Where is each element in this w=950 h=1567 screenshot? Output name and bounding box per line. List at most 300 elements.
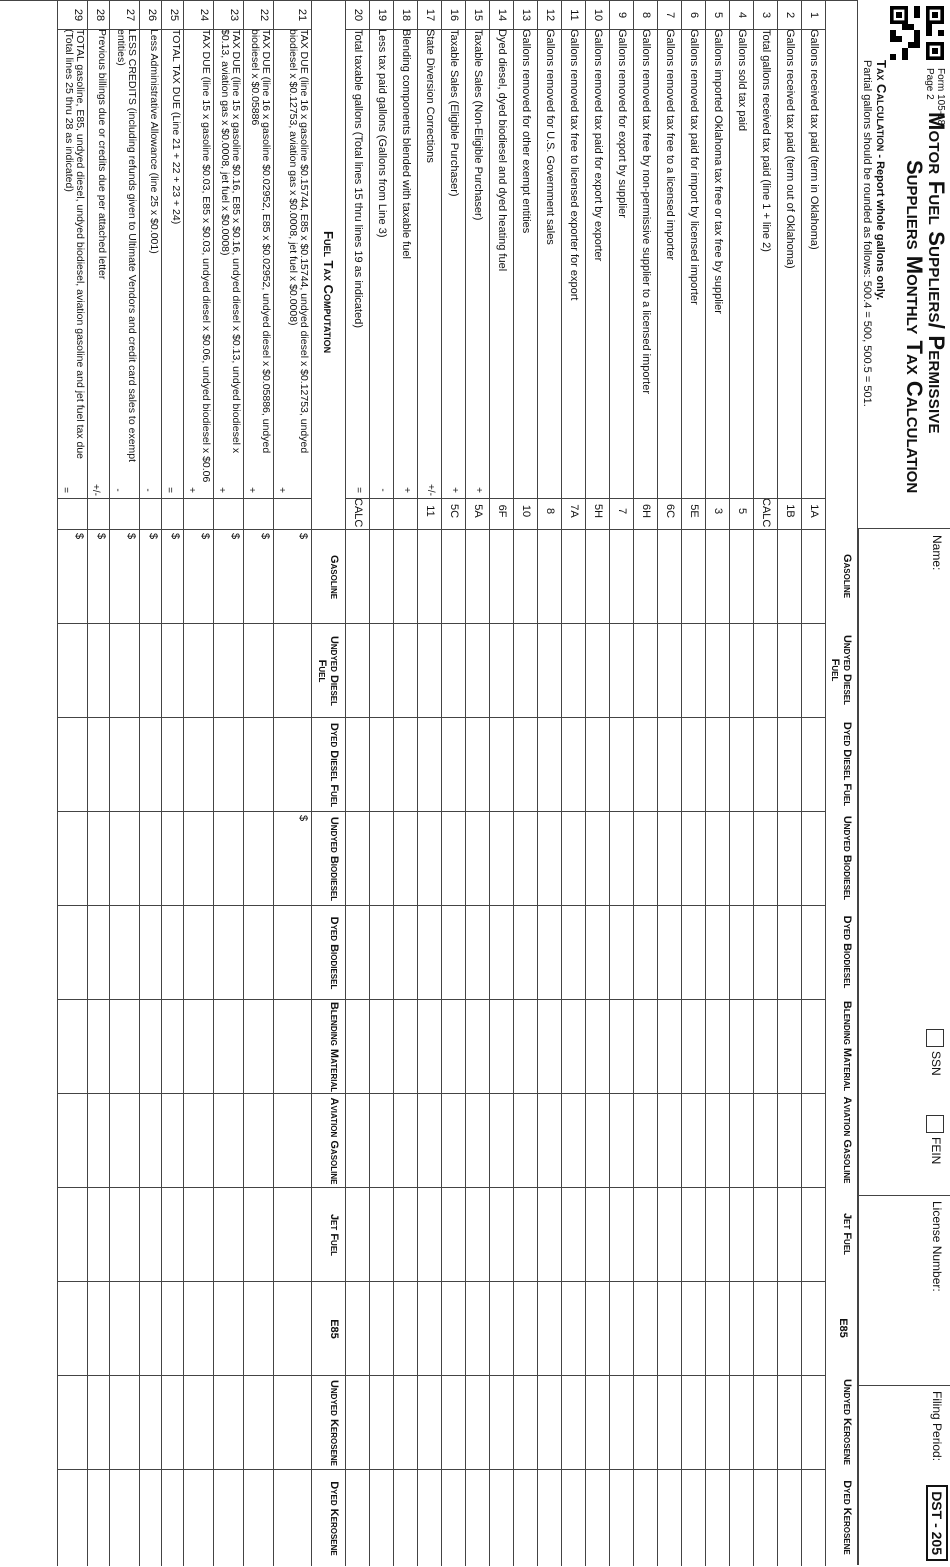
gallons-cell-0-8[interactable]	[802, 1281, 825, 1375]
gallons-cell-17-5[interactable]	[394, 999, 417, 1093]
gallons-cell-15-10[interactable]	[442, 1469, 465, 1566]
gallons-cell-13-5[interactable]	[490, 999, 513, 1093]
gallons-cell-18-10[interactable]	[370, 1469, 393, 1566]
gallons-cell-9-2[interactable]	[586, 717, 609, 811]
tax-cell-3-10[interactable]	[184, 1469, 213, 1566]
gallons-cell-18-7[interactable]	[370, 1187, 393, 1281]
gallons-cell-17-8[interactable]	[394, 1281, 417, 1375]
gallons-cell-14-5[interactable]	[466, 999, 489, 1093]
tax-cell-2-10[interactable]	[214, 1469, 243, 1566]
gallons-cell-8-1[interactable]	[610, 623, 633, 717]
tax-cell-1-8[interactable]	[244, 1281, 273, 1375]
tax-cell-7-2[interactable]	[88, 717, 109, 811]
gallons-cell-18-9[interactable]	[370, 1375, 393, 1469]
gallons-cell-7-7[interactable]	[634, 1187, 657, 1281]
gallons-cell-19-2[interactable]	[346, 717, 369, 811]
tax-cell-6-4[interactable]	[110, 905, 139, 999]
gallons-cell-14-1[interactable]	[466, 623, 489, 717]
tax-cell-7-8[interactable]	[88, 1281, 109, 1375]
gallons-cell-11-0[interactable]	[538, 529, 561, 623]
gallons-cell-6-10[interactable]	[658, 1469, 681, 1566]
gallons-cell-1-9[interactable]	[778, 1375, 801, 1469]
gallons-cell-19-7[interactable]	[346, 1187, 369, 1281]
gallons-cell-13-4[interactable]	[490, 905, 513, 999]
gallons-cell-18-4[interactable]	[370, 905, 393, 999]
gallons-cell-4-5[interactable]	[706, 999, 729, 1093]
gallons-cell-6-2[interactable]	[658, 717, 681, 811]
tax-cell-8-10[interactable]	[58, 1469, 87, 1566]
gallons-cell-4-7[interactable]	[706, 1187, 729, 1281]
gallons-cell-6-6[interactable]	[658, 1093, 681, 1187]
gallons-cell-17-10[interactable]	[394, 1469, 417, 1566]
gallons-cell-3-10[interactable]	[730, 1469, 753, 1566]
gallons-cell-2-6[interactable]	[754, 1093, 777, 1187]
gallons-cell-6-3[interactable]	[658, 811, 681, 905]
tax-cell-6-5[interactable]	[110, 999, 139, 1093]
tax-cell-4-3[interactable]	[162, 811, 183, 905]
gallons-cell-18-2[interactable]	[370, 717, 393, 811]
gallons-cell-14-6[interactable]	[466, 1093, 489, 1187]
gallons-cell-7-2[interactable]	[634, 717, 657, 811]
tax-cell-0-3[interactable]	[274, 811, 311, 905]
gallons-cell-2-0[interactable]	[754, 529, 777, 623]
gallons-cell-5-0[interactable]	[682, 529, 705, 623]
tax-cell-1-0[interactable]	[244, 529, 273, 623]
tax-cell-4-1[interactable]	[162, 623, 183, 717]
tax-cell-5-3[interactable]	[140, 811, 161, 905]
gallons-cell-1-1[interactable]	[778, 623, 801, 717]
gallons-cell-9-8[interactable]	[586, 1281, 609, 1375]
gallons-cell-3-3[interactable]	[730, 811, 753, 905]
gallons-cell-14-9[interactable]	[466, 1375, 489, 1469]
tax-cell-6-10[interactable]	[110, 1469, 139, 1566]
tax-cell-3-2[interactable]	[184, 717, 213, 811]
gallons-cell-3-9[interactable]	[730, 1375, 753, 1469]
tax-cell-0-5[interactable]	[274, 999, 311, 1093]
gallons-cell-10-0[interactable]	[562, 529, 585, 623]
tax-cell-2-6[interactable]	[214, 1093, 243, 1187]
gallons-cell-4-8[interactable]	[706, 1281, 729, 1375]
gallons-cell-15-7[interactable]	[442, 1187, 465, 1281]
tax-cell-1-1[interactable]	[244, 623, 273, 717]
tax-cell-0-0[interactable]	[274, 529, 311, 623]
gallons-cell-9-0[interactable]	[586, 529, 609, 623]
gallons-cell-7-9[interactable]	[634, 1375, 657, 1469]
gallons-cell-1-4[interactable]	[778, 905, 801, 999]
gallons-cell-5-3[interactable]	[682, 811, 705, 905]
gallons-cell-1-6[interactable]	[778, 1093, 801, 1187]
gallons-cell-8-8[interactable]	[610, 1281, 633, 1375]
gallons-cell-11-3[interactable]	[538, 811, 561, 905]
gallons-cell-7-10[interactable]	[634, 1469, 657, 1566]
gallons-cell-12-1[interactable]	[514, 623, 537, 717]
tax-cell-0-6[interactable]	[274, 1093, 311, 1187]
gallons-cell-15-5[interactable]	[442, 999, 465, 1093]
tax-cell-8-3[interactable]	[58, 811, 87, 905]
gallons-cell-19-10[interactable]	[346, 1469, 369, 1566]
gallons-cell-4-3[interactable]	[706, 811, 729, 905]
gallons-cell-10-9[interactable]	[562, 1375, 585, 1469]
gallons-cell-6-9[interactable]	[658, 1375, 681, 1469]
gallons-cell-6-5[interactable]	[658, 999, 681, 1093]
tax-cell-0-10[interactable]	[274, 1469, 311, 1566]
gallons-cell-9-9[interactable]	[586, 1375, 609, 1469]
tax-cell-0-2[interactable]	[274, 717, 311, 811]
gallons-cell-15-2[interactable]	[442, 717, 465, 811]
gallons-cell-0-9[interactable]	[802, 1375, 825, 1469]
gallons-cell-10-8[interactable]	[562, 1281, 585, 1375]
gallons-cell-17-4[interactable]	[394, 905, 417, 999]
tax-cell-5-0[interactable]	[140, 529, 161, 623]
gallons-cell-12-8[interactable]	[514, 1281, 537, 1375]
gallons-cell-15-9[interactable]	[442, 1375, 465, 1469]
tax-cell-4-5[interactable]	[162, 999, 183, 1093]
tax-cell-6-6[interactable]	[110, 1093, 139, 1187]
tax-cell-5-10[interactable]	[140, 1469, 161, 1566]
gallons-cell-19-8[interactable]	[346, 1281, 369, 1375]
gallons-cell-16-5[interactable]	[418, 999, 441, 1093]
gallons-cell-12-9[interactable]	[514, 1375, 537, 1469]
gallons-cell-5-8[interactable]	[682, 1281, 705, 1375]
gallons-cell-6-1[interactable]	[658, 623, 681, 717]
gallons-cell-0-4[interactable]	[802, 905, 825, 999]
gallons-cell-13-0[interactable]	[490, 529, 513, 623]
gallons-cell-19-6[interactable]	[346, 1093, 369, 1187]
tax-cell-6-0[interactable]	[110, 529, 139, 623]
gallons-cell-6-4[interactable]	[658, 905, 681, 999]
tax-cell-1-9[interactable]	[244, 1375, 273, 1469]
gallons-cell-4-2[interactable]	[706, 717, 729, 811]
gallons-cell-10-6[interactable]	[562, 1093, 585, 1187]
gallons-cell-5-7[interactable]	[682, 1187, 705, 1281]
gallons-cell-18-6[interactable]	[370, 1093, 393, 1187]
gallons-cell-1-0[interactable]	[778, 529, 801, 623]
gallons-cell-14-4[interactable]	[466, 905, 489, 999]
gallons-cell-3-5[interactable]	[730, 999, 753, 1093]
tax-cell-2-0[interactable]	[214, 529, 243, 623]
tax-cell-1-3[interactable]	[244, 811, 273, 905]
tax-cell-3-7[interactable]	[184, 1187, 213, 1281]
gallons-cell-13-6[interactable]	[490, 1093, 513, 1187]
gallons-cell-9-1[interactable]	[586, 623, 609, 717]
gallons-cell-8-6[interactable]	[610, 1093, 633, 1187]
tax-cell-3-5[interactable]	[184, 999, 213, 1093]
gallons-cell-15-4[interactable]	[442, 905, 465, 999]
tax-cell-2-9[interactable]	[214, 1375, 243, 1469]
gallons-cell-11-1[interactable]	[538, 623, 561, 717]
gallons-cell-19-3[interactable]	[346, 811, 369, 905]
gallons-cell-10-4[interactable]	[562, 905, 585, 999]
gallons-cell-19-1[interactable]	[346, 623, 369, 717]
gallons-cell-16-9[interactable]	[418, 1375, 441, 1469]
gallons-cell-16-8[interactable]	[418, 1281, 441, 1375]
gallons-cell-2-4[interactable]	[754, 905, 777, 999]
gallons-cell-10-1[interactable]	[562, 623, 585, 717]
tax-cell-2-8[interactable]	[214, 1281, 243, 1375]
gallons-cell-8-4[interactable]	[610, 905, 633, 999]
tax-cell-1-2[interactable]	[244, 717, 273, 811]
gallons-cell-2-5[interactable]	[754, 999, 777, 1093]
tax-cell-2-3[interactable]	[214, 811, 243, 905]
gallons-cell-14-3[interactable]	[466, 811, 489, 905]
gallons-cell-4-0[interactable]	[706, 529, 729, 623]
tax-cell-1-4[interactable]	[244, 905, 273, 999]
gallons-cell-13-3[interactable]	[490, 811, 513, 905]
tax-cell-8-7[interactable]	[58, 1187, 87, 1281]
gallons-cell-12-3[interactable]	[514, 811, 537, 905]
tax-cell-7-3[interactable]	[88, 811, 109, 905]
tax-cell-8-0[interactable]	[58, 529, 87, 623]
tax-cell-3-8[interactable]	[184, 1281, 213, 1375]
gallons-cell-15-8[interactable]	[442, 1281, 465, 1375]
tax-cell-4-10[interactable]	[162, 1469, 183, 1566]
gallons-cell-16-2[interactable]	[418, 717, 441, 811]
gallons-cell-7-6[interactable]	[634, 1093, 657, 1187]
gallons-cell-5-4[interactable]	[682, 905, 705, 999]
gallons-cell-8-2[interactable]	[610, 717, 633, 811]
gallons-cell-16-0[interactable]	[418, 529, 441, 623]
gallons-cell-17-7[interactable]	[394, 1187, 417, 1281]
gallons-cell-13-7[interactable]	[490, 1187, 513, 1281]
gallons-cell-18-0[interactable]	[370, 529, 393, 623]
gallons-cell-0-7[interactable]	[802, 1187, 825, 1281]
tax-cell-7-1[interactable]	[88, 623, 109, 717]
gallons-cell-0-1[interactable]	[802, 623, 825, 717]
gallons-cell-3-7[interactable]	[730, 1187, 753, 1281]
gallons-cell-11-4[interactable]	[538, 905, 561, 999]
gallons-cell-12-7[interactable]	[514, 1187, 537, 1281]
gallons-cell-17-9[interactable]	[394, 1375, 417, 1469]
tax-cell-0-7[interactable]	[274, 1187, 311, 1281]
gallons-cell-12-6[interactable]	[514, 1093, 537, 1187]
tax-cell-5-1[interactable]	[140, 623, 161, 717]
gallons-cell-3-2[interactable]	[730, 717, 753, 811]
gallons-cell-6-7[interactable]	[658, 1187, 681, 1281]
gallons-cell-8-7[interactable]	[610, 1187, 633, 1281]
gallons-cell-11-9[interactable]	[538, 1375, 561, 1469]
gallons-cell-12-2[interactable]	[514, 717, 537, 811]
tax-cell-2-1[interactable]	[214, 623, 243, 717]
gallons-cell-2-8[interactable]	[754, 1281, 777, 1375]
tax-cell-5-8[interactable]	[140, 1281, 161, 1375]
tax-cell-8-1[interactable]	[58, 623, 87, 717]
tax-cell-6-2[interactable]	[110, 717, 139, 811]
gallons-cell-3-4[interactable]	[730, 905, 753, 999]
tax-cell-6-1[interactable]	[110, 623, 139, 717]
tax-cell-0-9[interactable]	[274, 1375, 311, 1469]
gallons-cell-1-5[interactable]	[778, 999, 801, 1093]
gallons-cell-0-3[interactable]	[802, 811, 825, 905]
tax-cell-1-10[interactable]	[244, 1469, 273, 1566]
gallons-cell-10-7[interactable]	[562, 1187, 585, 1281]
tax-cell-6-7[interactable]	[110, 1187, 139, 1281]
gallons-cell-19-9[interactable]	[346, 1375, 369, 1469]
gallons-cell-7-4[interactable]	[634, 905, 657, 999]
gallons-cell-1-3[interactable]	[778, 811, 801, 905]
gallons-cell-9-5[interactable]	[586, 999, 609, 1093]
gallons-cell-16-3[interactable]	[418, 811, 441, 905]
gallons-cell-2-9[interactable]	[754, 1375, 777, 1469]
gallons-cell-11-5[interactable]	[538, 999, 561, 1093]
gallons-cell-9-6[interactable]	[586, 1093, 609, 1187]
gallons-cell-8-9[interactable]	[610, 1375, 633, 1469]
ssn-option[interactable]	[926, 1029, 944, 1076]
gallons-cell-10-3[interactable]	[562, 811, 585, 905]
gallons-cell-4-4[interactable]	[706, 905, 729, 999]
gallons-cell-9-3[interactable]	[586, 811, 609, 905]
tax-cell-3-6[interactable]	[184, 1093, 213, 1187]
tax-cell-3-0[interactable]	[184, 529, 213, 623]
gallons-cell-0-5[interactable]	[802, 999, 825, 1093]
tax-cell-7-5[interactable]	[88, 999, 109, 1093]
gallons-cell-10-5[interactable]	[562, 999, 585, 1093]
gallons-cell-11-2[interactable]	[538, 717, 561, 811]
gallons-cell-7-5[interactable]	[634, 999, 657, 1093]
gallons-cell-1-7[interactable]	[778, 1187, 801, 1281]
gallons-cell-12-0[interactable]	[514, 529, 537, 623]
tax-cell-4-0[interactable]	[162, 529, 183, 623]
tax-cell-4-4[interactable]	[162, 905, 183, 999]
gallons-cell-15-3[interactable]	[442, 811, 465, 905]
name-field[interactable]	[929, 569, 930, 1009]
gallons-cell-16-10[interactable]	[418, 1469, 441, 1566]
gallons-cell-1-10[interactable]	[778, 1469, 801, 1566]
tax-cell-7-4[interactable]	[88, 905, 109, 999]
tax-cell-6-3[interactable]	[110, 811, 139, 905]
gallons-cell-5-2[interactable]	[682, 717, 705, 811]
gallons-cell-5-1[interactable]	[682, 623, 705, 717]
tax-cell-1-5[interactable]	[244, 999, 273, 1093]
tax-cell-1-6[interactable]	[244, 1093, 273, 1187]
tax-cell-3-1[interactable]	[184, 623, 213, 717]
gallons-cell-6-0[interactable]	[658, 529, 681, 623]
gallons-cell-17-6[interactable]	[394, 1093, 417, 1187]
gallons-cell-4-9[interactable]	[706, 1375, 729, 1469]
gallons-cell-18-3[interactable]	[370, 811, 393, 905]
gallons-cell-12-4[interactable]	[514, 905, 537, 999]
gallons-cell-15-0[interactable]	[442, 529, 465, 623]
gallons-cell-5-5[interactable]	[682, 999, 705, 1093]
gallons-cell-13-10[interactable]	[490, 1469, 513, 1566]
gallons-cell-3-0[interactable]	[730, 529, 753, 623]
tax-cell-4-7[interactable]	[162, 1187, 183, 1281]
tax-cell-8-2[interactable]	[58, 717, 87, 811]
tax-cell-5-7[interactable]	[140, 1187, 161, 1281]
gallons-cell-0-0[interactable]	[802, 529, 825, 623]
gallons-cell-9-7[interactable]	[586, 1187, 609, 1281]
gallons-cell-2-2[interactable]	[754, 717, 777, 811]
tax-cell-4-8[interactable]	[162, 1281, 183, 1375]
gallons-cell-2-7[interactable]	[754, 1187, 777, 1281]
tax-cell-8-5[interactable]	[58, 999, 87, 1093]
gallons-cell-7-3[interactable]	[634, 811, 657, 905]
gallons-cell-13-8[interactable]	[490, 1281, 513, 1375]
gallons-cell-19-4[interactable]	[346, 905, 369, 999]
tax-cell-6-9[interactable]	[110, 1375, 139, 1469]
gallons-cell-10-10[interactable]	[562, 1469, 585, 1566]
tax-cell-2-2[interactable]	[214, 717, 243, 811]
gallons-cell-11-7[interactable]	[538, 1187, 561, 1281]
tax-cell-7-10[interactable]	[88, 1469, 109, 1566]
gallons-cell-8-3[interactable]	[610, 811, 633, 905]
gallons-cell-18-8[interactable]	[370, 1281, 393, 1375]
gallons-cell-2-10[interactable]	[754, 1469, 777, 1566]
gallons-cell-17-0[interactable]	[394, 529, 417, 623]
gallons-cell-14-8[interactable]	[466, 1281, 489, 1375]
gallons-cell-19-0[interactable]	[346, 529, 369, 623]
gallons-cell-10-2[interactable]	[562, 717, 585, 811]
tax-cell-4-9[interactable]	[162, 1375, 183, 1469]
gallons-cell-11-10[interactable]	[538, 1469, 561, 1566]
gallons-cell-9-4[interactable]	[586, 905, 609, 999]
fein-option[interactable]	[926, 1115, 944, 1164]
gallons-cell-16-1[interactable]	[418, 623, 441, 717]
tax-cell-0-4[interactable]	[274, 905, 311, 999]
tax-cell-5-4[interactable]	[140, 905, 161, 999]
gallons-cell-12-10[interactable]	[514, 1469, 537, 1566]
gallons-cell-2-1[interactable]	[754, 623, 777, 717]
tax-cell-8-4[interactable]	[58, 905, 87, 999]
fein-checkbox[interactable]	[926, 1115, 944, 1133]
gallons-cell-4-10[interactable]	[706, 1469, 729, 1566]
tax-cell-7-9[interactable]	[88, 1375, 109, 1469]
gallons-cell-3-8[interactable]	[730, 1281, 753, 1375]
gallons-cell-1-8[interactable]	[778, 1281, 801, 1375]
tax-cell-4-6[interactable]	[162, 1093, 183, 1187]
gallons-cell-18-5[interactable]	[370, 999, 393, 1093]
tax-cell-8-9[interactable]	[58, 1375, 87, 1469]
tax-cell-2-7[interactable]	[214, 1187, 243, 1281]
gallons-cell-8-0[interactable]	[610, 529, 633, 623]
gallons-cell-18-1[interactable]	[370, 623, 393, 717]
gallons-cell-16-7[interactable]	[418, 1187, 441, 1281]
gallons-cell-7-1[interactable]	[634, 623, 657, 717]
gallons-cell-7-0[interactable]	[634, 529, 657, 623]
gallons-cell-14-0[interactable]	[466, 529, 489, 623]
gallons-cell-4-6[interactable]	[706, 1093, 729, 1187]
gallons-cell-15-1[interactable]	[442, 623, 465, 717]
tax-cell-7-6[interactable]	[88, 1093, 109, 1187]
gallons-cell-17-1[interactable]	[394, 623, 417, 717]
gallons-cell-1-2[interactable]	[778, 717, 801, 811]
gallons-cell-9-10[interactable]	[586, 1469, 609, 1566]
gallons-cell-19-5[interactable]	[346, 999, 369, 1093]
gallons-cell-3-6[interactable]	[730, 1093, 753, 1187]
tax-cell-2-4[interactable]	[214, 905, 243, 999]
gallons-cell-12-5[interactable]	[514, 999, 537, 1093]
gallons-cell-6-8[interactable]	[658, 1281, 681, 1375]
tax-cell-2-5[interactable]	[214, 999, 243, 1093]
tax-cell-7-0[interactable]	[88, 529, 109, 623]
tax-cell-3-4[interactable]	[184, 905, 213, 999]
ssn-checkbox[interactable]	[926, 1029, 944, 1047]
tax-cell-7-7[interactable]	[88, 1187, 109, 1281]
tax-cell-1-7[interactable]	[244, 1187, 273, 1281]
gallons-cell-0-10[interactable]	[802, 1469, 825, 1566]
gallons-cell-5-10[interactable]	[682, 1469, 705, 1566]
gallons-cell-0-6[interactable]	[802, 1093, 825, 1187]
gallons-cell-11-8[interactable]	[538, 1281, 561, 1375]
gallons-cell-8-10[interactable]	[610, 1469, 633, 1566]
tax-cell-3-9[interactable]	[184, 1375, 213, 1469]
gallons-cell-15-6[interactable]	[442, 1093, 465, 1187]
tax-cell-5-6[interactable]	[140, 1093, 161, 1187]
gallons-cell-7-8[interactable]	[634, 1281, 657, 1375]
gallons-cell-13-2[interactable]	[490, 717, 513, 811]
gallons-cell-2-3[interactable]	[754, 811, 777, 905]
tax-cell-5-9[interactable]	[140, 1375, 161, 1469]
gallons-cell-13-1[interactable]	[490, 623, 513, 717]
